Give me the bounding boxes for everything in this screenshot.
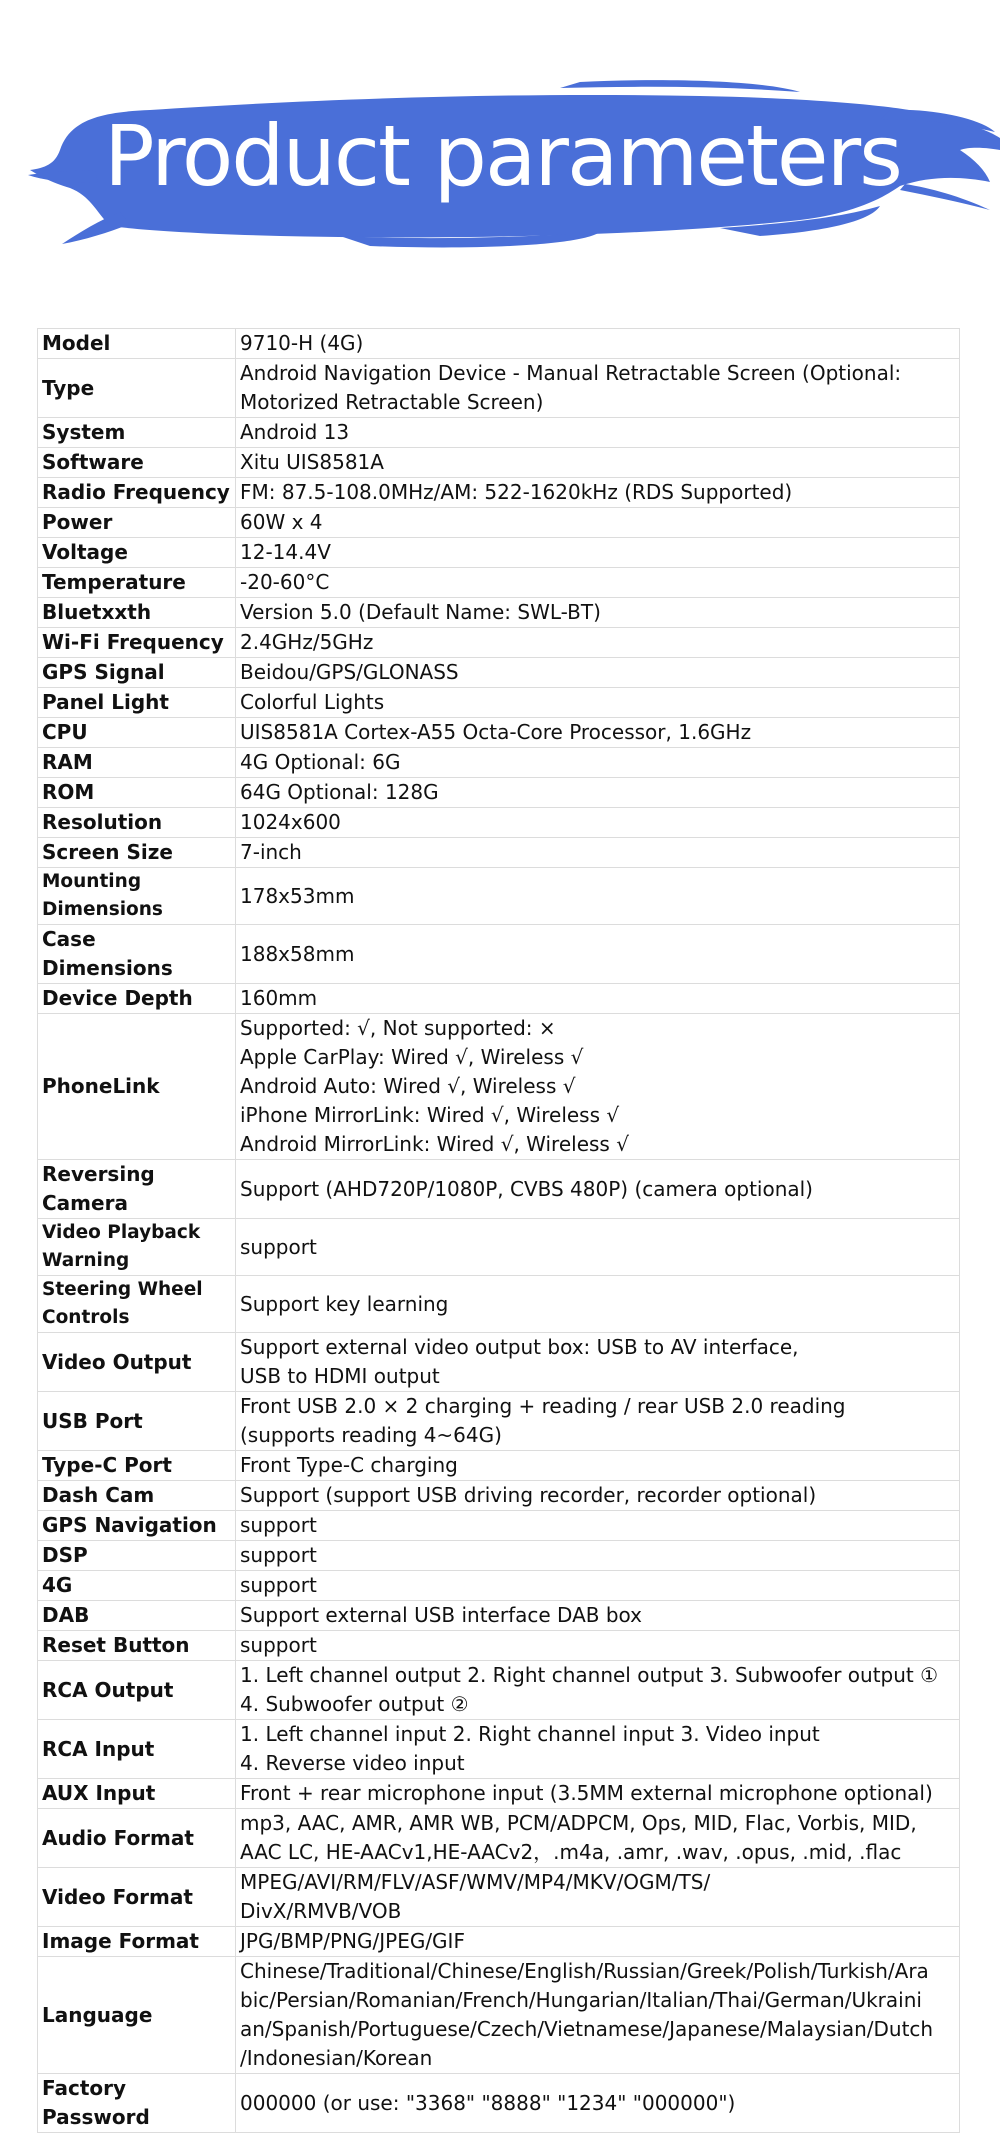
spec-label: Steering Wheel Controls bbox=[38, 1276, 236, 1333]
spec-row bbox=[38, 329, 960, 359]
spec-value-line: FM: 87.5-108.0MHz/AM: 522-1620kHz (RDS Supported) bbox=[240, 480, 793, 504]
spec-label: Wi-Fi Frequency bbox=[38, 628, 236, 658]
spec-label: Video Format bbox=[38, 1868, 236, 1927]
spec-label: Temperature bbox=[38, 568, 236, 598]
spec-value bbox=[236, 1333, 960, 1392]
spec-value-line: Apple CarPlay: Wired √, Wireless √ bbox=[240, 1045, 584, 1069]
title-banner bbox=[0, 0, 1000, 300]
spec-row bbox=[38, 359, 960, 418]
spec-value-line: Support external USB interface DAB box bbox=[240, 1603, 643, 1627]
spec-row bbox=[38, 2074, 960, 2133]
spec-value bbox=[236, 925, 960, 984]
spec-label: PhoneLink bbox=[38, 1014, 236, 1160]
spec-value-line: Chinese/Traditional/Chinese/English/Russian/Greek/Polish/Turkish/Ara bbox=[240, 1959, 929, 1983]
spec-label: CPU bbox=[38, 718, 236, 748]
spec-row bbox=[38, 418, 960, 448]
spec-row bbox=[38, 925, 960, 984]
spec-value bbox=[236, 718, 960, 748]
spec-value-line: MPEG/AVI/RM/FLV/ASF/WMV/MP4/MKV/OGM/TS/ bbox=[240, 1870, 711, 1894]
spec-value-line: Android 13 bbox=[240, 420, 350, 444]
spec-value-line: 4. Reverse video input bbox=[240, 1751, 465, 1775]
spec-row bbox=[38, 628, 960, 658]
spec-label: DSP bbox=[38, 1541, 236, 1571]
spec-label: Case Dimensions bbox=[38, 925, 236, 984]
spec-value-line: (supports reading 4~64G) bbox=[240, 1423, 502, 1447]
spec-label: Panel Light bbox=[38, 688, 236, 718]
spec-value-line: AAC LC, HE-AACv1,HE-AACv2，.m4a, .amr, .wav, .opus, .mid, .flac bbox=[240, 1840, 902, 1864]
spec-value bbox=[236, 1809, 960, 1868]
spec-row bbox=[38, 748, 960, 778]
spec-row bbox=[38, 478, 960, 508]
spec-label: Voltage bbox=[38, 538, 236, 568]
spec-row bbox=[38, 448, 960, 478]
spec-value bbox=[236, 508, 960, 538]
spec-value bbox=[236, 658, 960, 688]
spec-value bbox=[236, 448, 960, 478]
spec-label: AUX Input bbox=[38, 1779, 236, 1809]
spec-label: Bluetxxth bbox=[38, 598, 236, 628]
spec-label: Reset Button bbox=[38, 1631, 236, 1661]
spec-value bbox=[236, 1541, 960, 1571]
spec-value bbox=[236, 808, 960, 838]
spec-value bbox=[236, 1957, 960, 2074]
spec-row bbox=[38, 1333, 960, 1392]
spec-value-line: -20-60°C bbox=[240, 570, 330, 594]
spec-value bbox=[236, 418, 960, 448]
spec-label: Reversing Camera bbox=[38, 1160, 236, 1219]
spec-row bbox=[38, 1631, 960, 1661]
spec-value bbox=[236, 1779, 960, 1809]
spec-value-line: DivX/RMVB/VOB bbox=[240, 1899, 402, 1923]
spec-row bbox=[38, 1601, 960, 1631]
spec-label: RCA Output bbox=[38, 1661, 236, 1720]
spec-value-line: USB to HDMI output bbox=[240, 1364, 440, 1388]
spec-label: RAM bbox=[38, 748, 236, 778]
spec-value-line: support bbox=[240, 1633, 317, 1657]
spec-label: Mounting Dimensions bbox=[38, 868, 236, 925]
spec-value bbox=[236, 838, 960, 868]
spec-value bbox=[236, 1160, 960, 1219]
spec-row bbox=[38, 538, 960, 568]
spec-value-line: 60W x 4 bbox=[240, 510, 323, 534]
spec-row bbox=[38, 1957, 960, 2074]
spec-value bbox=[236, 478, 960, 508]
spec-value-line: 4. Subwoofer output ② bbox=[240, 1692, 469, 1716]
spec-value bbox=[236, 2074, 960, 2133]
spec-label: Resolution bbox=[38, 808, 236, 838]
spec-row bbox=[38, 1809, 960, 1868]
spec-row bbox=[38, 598, 960, 628]
spec-value bbox=[236, 778, 960, 808]
spec-row bbox=[38, 568, 960, 598]
spec-value bbox=[236, 1631, 960, 1661]
spec-value-line: 178x53mm bbox=[240, 883, 355, 908]
spec-value bbox=[236, 538, 960, 568]
spec-value-line: Beidou/GPS/GLONASS bbox=[240, 660, 459, 684]
spec-label: Audio Format bbox=[38, 1809, 236, 1868]
spec-row bbox=[38, 868, 960, 925]
spec-value-line: 9710-H (4G) bbox=[240, 331, 364, 355]
spec-value bbox=[236, 868, 960, 925]
spec-value-line: iPhone MirrorLink: Wired √, Wireless √ bbox=[240, 1103, 620, 1127]
spec-value-line: bic/Persian/Romanian/French/Hungarian/Italian/Thai/German/Ukraini bbox=[240, 1988, 922, 2012]
spec-label: DAB bbox=[38, 1601, 236, 1631]
spec-label: USB Port bbox=[38, 1392, 236, 1451]
spec-value-line: Android MirrorLink: Wired √, Wireless √ bbox=[240, 1132, 629, 1156]
page-title: Product parameters bbox=[104, 107, 901, 205]
spec-value-line: 4G Optional: 6G bbox=[240, 750, 401, 774]
spec-row bbox=[38, 1720, 960, 1779]
spec-value-line: 7-inch bbox=[240, 840, 302, 864]
spec-row bbox=[38, 1511, 960, 1541]
spec-value bbox=[236, 1601, 960, 1631]
spec-value-line: 64G Optional: 128G bbox=[240, 780, 439, 804]
spec-value bbox=[236, 1451, 960, 1481]
spec-label: Software bbox=[38, 448, 236, 478]
spec-row bbox=[38, 658, 960, 688]
spec-value-line: 000000 (or use: "3368" "8888" "1234" "000000") bbox=[240, 2090, 736, 2115]
spec-value bbox=[236, 1927, 960, 1957]
spec-label: Dash Cam bbox=[38, 1481, 236, 1511]
spec-label: Screen Size bbox=[38, 838, 236, 868]
spec-label: 4G bbox=[38, 1571, 236, 1601]
spec-row bbox=[38, 1868, 960, 1927]
spec-row bbox=[38, 1927, 960, 1957]
spec-value bbox=[236, 1392, 960, 1451]
spec-value bbox=[236, 984, 960, 1014]
spec-value-line: Supported: √, Not supported: × bbox=[240, 1016, 556, 1040]
spec-label: Device Depth bbox=[38, 984, 236, 1014]
spec-value-line: Front + rear microphone input (3.5MM external microphone optional) bbox=[240, 1781, 933, 1805]
spec-value-line: Xitu UIS8581A bbox=[240, 450, 384, 474]
spec-value-line: 2.4GHz/5GHz bbox=[240, 630, 374, 654]
spec-label: Video Output bbox=[38, 1333, 236, 1392]
spec-value bbox=[236, 1014, 960, 1160]
spec-row bbox=[38, 984, 960, 1014]
spec-row bbox=[38, 718, 960, 748]
spec-value bbox=[236, 748, 960, 778]
spec-value-line: UIS8581A Cortex-A55 Octa-Core Processor, 1.6GHz bbox=[240, 720, 752, 744]
spec-label: GPS Signal bbox=[38, 658, 236, 688]
spec-value-line: an/Spanish/Portuguese/Czech/Vietnamese/Japanese/Malaysian/Dutch bbox=[240, 2017, 934, 2041]
spec-row bbox=[38, 1276, 960, 1333]
spec-value-line: support bbox=[240, 1543, 317, 1567]
spec-label: Radio Frequency bbox=[38, 478, 236, 508]
spec-value-line: support bbox=[240, 1513, 317, 1537]
spec-value-line: Version 5.0 (Default Name: SWL-BT) bbox=[240, 600, 601, 624]
spec-label: ROM bbox=[38, 778, 236, 808]
spec-value bbox=[236, 329, 960, 359]
spec-value bbox=[236, 1868, 960, 1927]
spec-value-line: 160mm bbox=[240, 986, 318, 1010]
spec-row bbox=[38, 1014, 960, 1160]
spec-value-line: Colorful Lights bbox=[240, 690, 385, 714]
spec-value-line: support bbox=[240, 1573, 317, 1597]
spec-value bbox=[236, 568, 960, 598]
spec-value bbox=[236, 1571, 960, 1601]
spec-value-line: 1024x600 bbox=[240, 810, 341, 834]
spec-value-line: 1. Left channel output 2. Right channel output 3. Subwoofer output ① bbox=[240, 1663, 939, 1687]
spec-label: Language bbox=[38, 1957, 236, 2074]
spec-value bbox=[236, 598, 960, 628]
spec-row bbox=[38, 778, 960, 808]
spec-value-line: Android Auto: Wired √, Wireless √ bbox=[240, 1074, 576, 1098]
spec-row bbox=[38, 1451, 960, 1481]
spec-label: GPS Navigation bbox=[38, 1511, 236, 1541]
spec-label: Factory Password bbox=[38, 2074, 236, 2133]
spec-row bbox=[38, 1392, 960, 1451]
spec-row bbox=[38, 1541, 960, 1571]
spec-value-line: Front Type-C charging bbox=[240, 1453, 458, 1477]
spec-value bbox=[236, 1481, 960, 1511]
spec-value bbox=[236, 1276, 960, 1333]
spec-row bbox=[38, 838, 960, 868]
spec-label: Image Format bbox=[38, 1927, 236, 1957]
spec-table bbox=[37, 328, 960, 2133]
spec-row bbox=[38, 1481, 960, 1511]
spec-value-line: /Indonesian/Korean bbox=[240, 2046, 433, 2070]
spec-value-line: Motorized Retractable Screen) bbox=[240, 390, 544, 414]
spec-label: Type-C Port bbox=[38, 1451, 236, 1481]
spec-value-line: Front USB 2.0 × 2 charging + reading / rear USB 2.0 reading bbox=[240, 1394, 846, 1418]
spec-value bbox=[236, 1661, 960, 1720]
spec-row bbox=[38, 1160, 960, 1219]
spec-label: Type bbox=[38, 359, 236, 418]
spec-row bbox=[38, 1661, 960, 1720]
spec-value-line: JPG/BMP/PNG/JPEG/GIF bbox=[240, 1929, 465, 1953]
spec-value bbox=[236, 1219, 960, 1276]
spec-label: Power bbox=[38, 508, 236, 538]
spec-row bbox=[38, 1571, 960, 1601]
spec-label: Video Playback Warning bbox=[38, 1219, 236, 1276]
spec-value bbox=[236, 688, 960, 718]
spec-value-line: support bbox=[240, 1234, 317, 1259]
spec-row bbox=[38, 688, 960, 718]
spec-value bbox=[236, 628, 960, 658]
spec-value-line: 1. Left channel input 2. Right channel input 3. Video input bbox=[240, 1722, 820, 1746]
spec-row bbox=[38, 1219, 960, 1276]
spec-table-body bbox=[38, 329, 960, 2133]
spec-value-line: mp3, AAC, AMR, AMR WB, PCM/ADPCM, Ops, MID, Flac, Vorbis, MID, bbox=[240, 1811, 917, 1835]
spec-value-line: Support external video output box: USB to AV interface, bbox=[240, 1335, 799, 1359]
spec-value bbox=[236, 1720, 960, 1779]
spec-value-line: Android Navigation Device - Manual Retractable Screen (Optional: bbox=[240, 361, 902, 385]
spec-row bbox=[38, 508, 960, 538]
spec-label: System bbox=[38, 418, 236, 448]
spec-value-line: 12-14.4V bbox=[240, 540, 331, 564]
spec-value-line: Support (AHD720P/1080P, CVBS 480P) (camera optional) bbox=[240, 1176, 813, 1201]
spec-row bbox=[38, 1779, 960, 1809]
spec-label: Model bbox=[38, 329, 236, 359]
spec-value bbox=[236, 1511, 960, 1541]
spec-value-line: Support (support USB driving recorder, recorder optional) bbox=[240, 1483, 817, 1507]
spec-label: RCA Input bbox=[38, 1720, 236, 1779]
spec-value-line: Support key learning bbox=[240, 1291, 449, 1316]
spec-value bbox=[236, 359, 960, 418]
spec-row bbox=[38, 808, 960, 838]
spec-value-line: 188x58mm bbox=[240, 941, 355, 966]
